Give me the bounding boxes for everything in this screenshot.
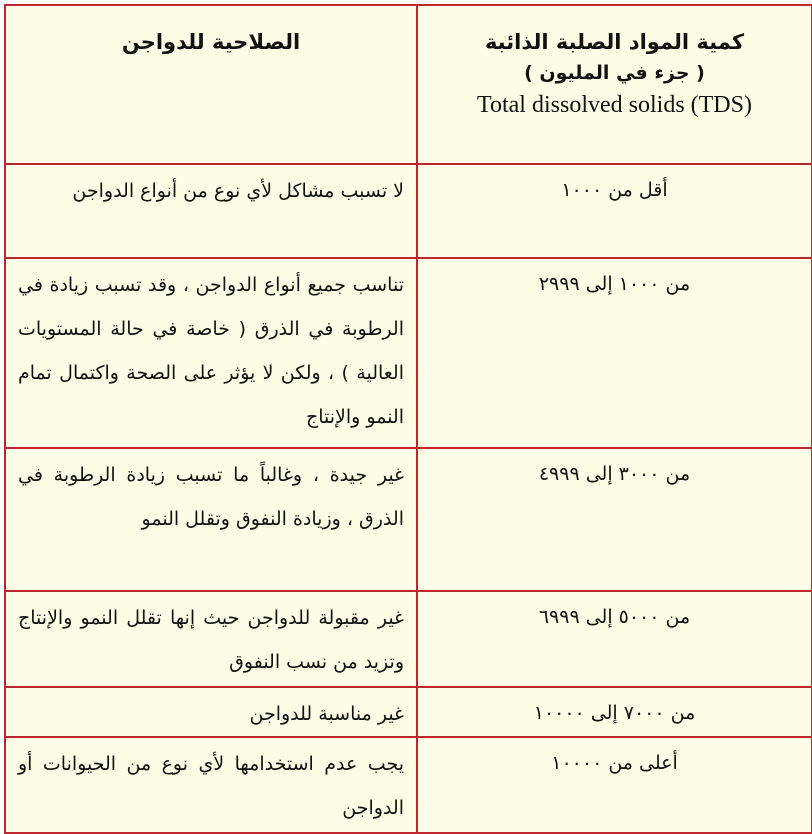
tds-cell: من ٧٠٠٠ إلى ١٠٠٠٠ (417, 687, 812, 737)
header-suitability: الصلاحية للدواجن (5, 5, 417, 164)
suitability-cell: غير مناسبة للدواجن (5, 687, 417, 737)
suitability-cell: غير جيدة ، وغالباً ما تسبب زيادة الرطوبة في الذرق ، وزيادة النفوق وتقلل النمو (5, 448, 417, 591)
header-row (5, 5, 812, 164)
table-row (5, 687, 812, 737)
table-row (5, 591, 812, 687)
table-row (5, 737, 812, 833)
table-row (5, 164, 812, 258)
tds-cell: أعلى من ١٠٠٠٠ (417, 737, 812, 833)
suitability-cell: غير مقبولة للدواجن حيث إنها تقلل النمو والإنتاج وتزيد من نسب النفوق (5, 591, 417, 687)
header-tds-title: كمية المواد الصلبة الذائبة (484, 30, 745, 54)
tds-suitability-table (4, 4, 812, 834)
tds-cell: من ٣٠٠٠ إلى ٤٩٩٩ (417, 448, 812, 591)
suitability-cell: تناسب جميع أنواع الدواجن ، وقد تسبب زيادة في الرطوبة في الذرق ( خاصة في حالة المستويات العالية ) ، ولكن لا يؤثر على الصحة واكتمال تمام النمو والإنتاج (5, 258, 417, 448)
header-tds (417, 5, 812, 164)
suitability-cell: يجب عدم استخدامها لأي نوع من الحيوانات أو الدواجن (5, 737, 417, 833)
tds-cell: أقل من ١٠٠٠ (417, 164, 812, 258)
table-row (5, 258, 812, 448)
header-tds-unit: ( جزء في المليون ) (524, 62, 705, 84)
header-tds-english: Total dissolved solids (TDS) (477, 92, 752, 118)
tds-cell: من ١٠٠٠ إلى ٢٩٩٩ (417, 258, 812, 448)
table-row (5, 448, 812, 591)
suitability-cell: لا تسبب مشاكل لأي نوع من أنواع الدواجن (5, 164, 417, 258)
tds-cell: من ٥٠٠٠ إلى ٦٩٩٩ (417, 591, 812, 687)
